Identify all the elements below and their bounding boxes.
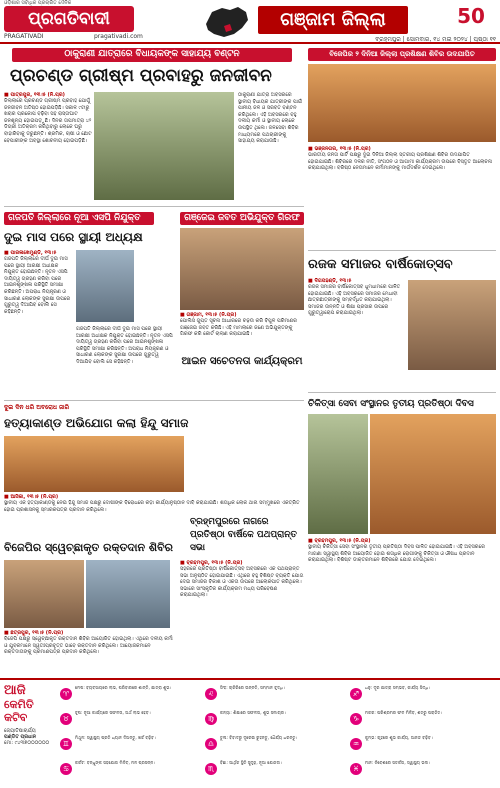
story5-text-box [180, 560, 304, 672]
zodiac-sign-icon: ♎ [205, 738, 217, 750]
zodiac-sign-icon: ♈ [60, 688, 72, 700]
story2-column-left [4, 250, 74, 380]
horoscope-text: କର୍କଟ: ବନ୍ଧୁଙ୍କ ସହଯୋଗ ମିଳିବ, ମନ ପ୍ରସନ୍ନ। [75, 760, 156, 765]
story2-text-cont: ଗଜପତି ଜିଲ୍ଲାରେ ଦୀର୍ଘ ଦୁଇ ମାସ ପରେ ସ୍ଥାୟୀ ଆରକ୍ଷୀ ଅଧୀକ୍ଷକ ନିଯୁକ୍ତ ହୋଇଛନ୍ତି। ନୂତନ ଏସପି ଦାୟିତ୍ୱ ଗ୍ରହଣ କରିବା ପରେ ଆଇନଶୃଙ୍ଖଳା ପରିସ୍ଥିତି ସମୀକ୍ଷା କରିଛନ୍ତି। ଅପରାଧ ନିୟନ୍ତ୍ରଣ ଓ ସାଧାରଣ ଲୋକଙ୍କ ସୁରକ୍ଷା ଉପରେ ଗୁରୁତ୍ୱ ଦିଆଯିବ ବୋଲି ସେ କହିଛନ୍ତି। [76, 326, 173, 365]
horoscope-title-3: କଟିବ [4, 711, 28, 724]
story2-byline: ■ ପାରଳାଖେମୁଣ୍ଡି, ୧୩।୫ [4, 250, 57, 256]
story4-photo [4, 436, 184, 492]
right1-text-box [308, 146, 496, 246]
horoscope-item [350, 684, 492, 707]
astrologer-phone: ମୋ: ୯୪୩୭୦୦୦୦୦୦ [4, 740, 50, 746]
story1-text-right: ଠାକୁରାଣୀ ଯାତ୍ରା ଅବସରରେ ସ୍ଥାନୀୟ ବିଧାୟକ ଯାତ୍ରୀଙ୍କ ପାଇଁ ପାନୀୟ ଜଳ ଓ ସରବତ ବଣ୍ଟନ କରିଥିଲେ। ଏହି ଅବସରରେ ବହୁ ଦଳୀୟ କର୍ମୀ ଓ ସ୍ଥାନୀୟ ଲୋକେ ଉପସ୍ଥିତ ଥିଲେ। ଜଳସେବା ଶିବିର ମାଧ୍ୟମରେ ପଥଚାରୀଙ୍କୁ ସାହାଯ୍ୟ କରାଯାଉଛି। [238, 92, 303, 145]
story2-photo-officer [76, 250, 134, 322]
right1-text: ଭାରତୀୟ ଜନତା ପାର୍ଟି ପକ୍ଷରୁ ଦୁଇ ଦିନିଆ ଜିଲ୍ଲା ସ୍ତରୀୟ ପ୍ରଶିକ୍ଷଣ ଶିବିର ଉଦଯାପିତ ହୋଇଯାଇଛି। ଶିବିରରେ ଦଳର ନୀତି, ସଂଗଠନ ଓ ଆଗାମୀ କାର୍ଯ୍ୟକ୍ରମ ଉପରେ ବିସ୍ତୃତ ଆଲୋଚନା କରାଯାଇଥିଲା। ବରିଷ୍ଠ ନେତାମାନେ କର୍ମୀମାନଙ୍କୁ ମାର୍ଗଦର୍ଶନ ଦେଇଥିଲେ। [308, 152, 492, 172]
right2-photo [408, 280, 496, 370]
right3-text-box [308, 538, 496, 672]
anniversary-emblem: 50 [457, 4, 485, 28]
story3-byline: ■ ଗଞ୍ଜାମ, ୧୩।୫ (ନି.ପ୍ର) [180, 312, 237, 318]
horoscope-text: ତୁଳା: ବିବାଦରୁ ଦୂରେଇ ରୁହନ୍ତୁ, ଧୈର୍ଯ୍ୟ ଧରନ୍ତୁ। [220, 735, 298, 740]
horoscope-text: ବୃଷ: ନୂଆ କାର୍ଯ୍ୟରେ ସଫଳତା, ଅର୍ଥ ଲାଭ ହେବ। [75, 710, 151, 715]
zodiac-sign-icon: ♍ [205, 713, 217, 725]
story6-text-box [4, 630, 174, 672]
tagline: ଓଡ଼ିଶାର ସର୍ବାଧିକ ପ୍ରଚାରିତ ଦୈନିକ [4, 0, 72, 6]
horoscope-item [350, 734, 492, 757]
horoscope-text: ବିଛା: ଆର୍ଥିକ ସ୍ଥିତି ସୁଦୃଢ଼, ନୂଆ ଯୋଜନା। [220, 760, 282, 765]
story2-text: ଗଜପତି ଜିଲ୍ଲାରେ ଦୀର୍ଘ ଦୁଇ ମାସ ପରେ ସ୍ଥାୟୀ ଆରକ୍ଷୀ ଅଧୀକ୍ଷକ ନିଯୁକ୍ତ ହୋଇଛନ୍ତି। ନୂତନ ଏସପି ଦାୟିତ୍ୱ ଗ୍ରହଣ କରିବା ପରେ ଆଇନଶୃଙ୍ଖଳା ପରିସ୍ଥିତି ସମୀକ୍ଷା କରିଛନ୍ତି। ଅପରାଧ ନିୟନ୍ତ୍ରଣ ଓ ସାଧାରଣ ଲୋକଙ୍କ ସୁରକ୍ଷା ଉପରେ ଗୁରୁତ୍ୱ ଦିଆଯିବ ବୋଲି ସେ କହିଛନ୍ତି। [4, 256, 71, 315]
horoscope-text: ମେଷ: ବ୍ୟବସାୟରେ ଲାଭ, ପରିବାରରେ ଶାନ୍ତି, ଯାତ୍ରା ଶୁଭ। [75, 685, 172, 690]
story1-column-right [238, 92, 304, 202]
dateline: ବ୍ରହ୍ମପୁର | ସୋମବାର, ୧୪ ମଇ ୨୦୨୪ | ପୃଷ୍ଠା ୧୧ [375, 36, 496, 43]
divider [4, 400, 304, 401]
story6-byline: ■ ଛତ୍ରପୁର, ୧୩।୫ (ନି.ପ୍ର) [4, 630, 64, 636]
zodiac-sign-icon: ♒ [350, 738, 362, 750]
astrologer-name: ପଣ୍ଡିତ ପ୍ରଧାନ [4, 734, 37, 740]
odisha-map-icon [200, 4, 252, 40]
right1-photo [308, 64, 496, 142]
story2-kicker: ଗଜପତି ଜିଲ୍ଲାରେ ନୂଆ ଏସପି ନିଯୁକ୍ତ [4, 212, 154, 225]
story4-headline[interactable]: ହତ୍ୟାକାଣ୍ଡ ଅଭିଯୋଗ କଲା ହିନ୍ଦୁ ସମାଜ [4, 416, 189, 430]
story4-byline: ■ ଆସିକା, ୧୩।୫ (ନି.ପ୍ର) [4, 494, 59, 500]
story6-photo-left [4, 560, 84, 628]
district-banner: ଗଞ୍ଜାମ ଜିଲ୍ଲା [258, 6, 408, 34]
story6-photo-right [86, 560, 170, 628]
right2-text: ରଜକ ସମାଜର ବାର୍ଷିକୋତ୍ସବ ଧୁମଧାମରେ ପାଳିତ ହୋଇଯାଇଛି। ଏହି ଅବସରରେ ସମାଜର ମେଧାବୀ ଛାତ୍ରଛାତ୍ରୀଙ୍କୁ ସମ୍ବର୍ଦ୍ଧିତ କରାଯାଇଥିଲା। ସମାଜର ଉନ୍ନତି ଓ ଶିକ୍ଷା ପ୍ରସାର ଉପରେ ଗୁରୁତ୍ୱାରୋପ କରାଯାଇଥିଲା। [308, 284, 401, 317]
horoscope-item [205, 709, 347, 732]
horoscope-text: କନ୍ୟା: ଶିକ୍ଷାରେ ସଫଳତା, ଶୁଭ ସମାଚାର। [220, 710, 286, 715]
zodiac-sign-icon: ♋ [60, 763, 72, 775]
horoscope-item [350, 759, 492, 782]
right3-photo-right [370, 414, 496, 534]
story1-byline: ■ ପାତ୍ରପୁର, ୧୩।୫ (ନି.ପ୍ର) [4, 92, 65, 98]
story3-photo [180, 228, 304, 310]
zodiac-sign-icon: ♊ [60, 738, 72, 750]
right1-byline: ■ ଭଞ୍ଜନଗର, ୧୩।୫ (ନି.ପ୍ର) [308, 146, 371, 152]
divider [308, 250, 496, 251]
story4-kicker: ଦୁଇ ଦିନ ଧରି ଅବରୋଧ ଜାରି [4, 404, 70, 411]
horoscope-item [205, 759, 347, 782]
story1-kicker: ଠାକୁରାଣୀ ଯାତ୍ରାରେ ବିଧାୟକଙ୍କ ସାହାଯ୍ୟ ବଣ୍ଟନ [12, 48, 292, 62]
story4-text: ସ୍ଥାନୀୟ ଏକ ହତ୍ୟାକାଣ୍ଡକୁ ନେଇ ହିନ୍ଦୁ ସମାଜ ପକ୍ଷରୁ ଦୋଷୀଙ୍କ ବିରୋଧରେ କଡ଼ା କାର୍ଯ୍ୟାନୁଷ୍ଠାନ ଦାବି କରାଯାଇଛି। ଶତାଧିକ ଲୋକ ଥାନା ସମ୍ମୁଖରେ ଏକତ୍ରିତ ହୋଇ ପ୍ରଶାସନକୁ ସ୍ମାରକପତ୍ର ପ୍ରଦାନ କରିଥିଲେ। [4, 500, 300, 513]
newspaper-logo[interactable]: ପ୍ରଗତିବାଦୀ [4, 6, 134, 32]
zodiac-sign-icon: ♓ [350, 763, 362, 775]
zodiac-sign-icon: ♉ [60, 713, 72, 725]
story1-text-left: ଜିଲ୍ଲାରେ ପ୍ରଚଣ୍ଡ ଗ୍ରୀଷ୍ମ ପ୍ରବାହ ଯୋଗୁଁ ଜନଜୀବନ ଅତିଷ୍ଠ ହୋଇପଡ଼ିଛି। ସକାଳ ୯ଟାରୁ ଖରାର ପ୍ରକୋପ ବଢ଼ିବା ସହ ରାସ୍ତାଘାଟ ଜନଶୂନ୍ୟ ହୋଇପଡ଼ୁଛି। ଦିନର ତାପମାତ୍ରା ୪୨ ଡିଗ୍ରୀ ଅତିକ୍ରମ କରିଥିବାରୁ ଲୋକେ ଘରୁ ବାହାରିବାକୁ ଡରୁଛନ୍ତି। ଶ୍ରମିକ, ଚାଷୀ ଓ ଛୋଟ ବେପାରୀଙ୍କ ଅବସ୍ଥା ଶୋଚନୀୟ ହୋଇପଡ଼ିଛି। [4, 98, 92, 144]
divider [308, 392, 496, 393]
horoscope-item [60, 684, 202, 707]
right3-photo-left [308, 414, 368, 534]
right3-byline: ■ ବ୍ରହ୍ମପୁର, ୧୩।୫ (ନି.ପ୍ର) [308, 538, 371, 544]
horoscope-text: ସିଂହ: ଚାକିରିରେ ଉନ୍ନତି, ସମ୍ମାନ ବୃଦ୍ଧି। [220, 685, 285, 690]
horoscope-grid [60, 684, 496, 784]
zodiac-sign-icon: ♌ [205, 688, 217, 700]
right3-headline[interactable]: ଚିକିତ୍ସା ସେବା ସଂସ୍ଥାନର ତୃତୀୟ ପ୍ରତିଷ୍ଠା ଦିବସ [308, 399, 474, 409]
story2-headline[interactable]: ଦୁଇ ମାସ ପରେ ସ୍ଥାୟୀ ଅଧ୍ୟକ୍ଷ [4, 230, 143, 244]
astrologer-label: ଜ୍ୟୋତିଷାଚାର୍ଯ୍ୟ [4, 728, 36, 734]
story1-headline[interactable]: ପ୍ରଚଣ୍ଡ ଗ୍ରୀଷ୍ମ ପ୍ରବାହରୁ ଜନଜୀବନ [10, 66, 272, 86]
horoscope-title-1: ଆଜି [4, 684, 26, 698]
story5-byline: ■ ବ୍ରହ୍ମପୁର, ୧୩।୫ (ନି.ପ୍ର) [180, 560, 243, 566]
zodiac-sign-icon: ♑ [350, 713, 362, 725]
website-url[interactable]: pragativadi.com [94, 33, 143, 40]
horoscope-item [350, 709, 492, 732]
right1-kicker: ବିଜେପିର ୨ ଦିନିଆ ଜିଲ୍ଲା ପ୍ରଶିକ୍ଷଣ ଶିବିର ଉଦଯାପିତ [308, 48, 496, 61]
right2-text-box [308, 278, 404, 388]
horoscope-text: ମୀନ: ନିବେଶରେ ସତର୍କତା, ସ୍ୱାସ୍ଥ୍ୟ ଭଲ। [365, 760, 431, 765]
horoscope-item [205, 684, 347, 707]
story3-subheadline[interactable]: ଆଇନ ସଚେତନତା କାର୍ଯ୍ୟକ୍ରମ [181, 356, 303, 367]
divider [4, 206, 304, 207]
story3-text-box [180, 312, 304, 352]
story1-column-left [4, 92, 92, 202]
story6-text: ବିଜେପି ପକ୍ଷରୁ ସ୍ୱେଚ୍ଛାକୃତ ରକ୍ତଦାନ ଶିବିର ଆୟୋଜିତ ହୋଇଥିଲା। ଏଥିରେ ଦଳୀୟ କର୍ମୀ ଓ ଯୁବକମାନେ ସ୍ୱତଃପ୍ରବୃତ୍ତ ଭାବେ ରକ୍ତଦାନ କରିଥିଲେ। ଆୟୋଜକମାନେ ରକ୍ତଦାତାଙ୍କୁ ପ୍ରମାଣପତ୍ର ପ୍ରଦାନ କରିଥିଲେ। [4, 636, 173, 656]
right2-byline: ■ ଦିଗପହଣ୍ଡି, ୧୩।୫ [308, 278, 352, 284]
story3-text: ପୋଲିସ ଗୁପ୍ତ ସୂଚନା ଆଧାରରେ ଚଢ଼ଉ କରି ବିପୁଳ ପରିମାଣର ଗଞ୍ଜେଇ ଜବତ କରିଛି। ଏହି ମାମଲାରେ ଜଣେ ଅଭିଯୁକ୍ତଙ୍କୁ ଗିରଫ କରି କୋର୍ଟ ଚାଲାଣ କରାଯାଇଛି। [180, 318, 297, 338]
horoscope-item [60, 734, 202, 757]
story5-headline[interactable]: ବ୍ରହ୍ମପୁରରେ ନାଗରେ ପ୍ରତିଷ୍ଠା ବାର୍ଷିକେ ପଥପ୍ରାନ୍ତ ସଭା [190, 517, 297, 553]
zodiac-sign-icon: ♏ [205, 763, 217, 775]
horoscope-item [205, 734, 347, 757]
story1-photo [94, 92, 234, 200]
horoscope-text: ମିଥୁନ: ସ୍ୱାସ୍ଥ୍ୟ ପ୍ରତି ଧ୍ୟାନ ଦିଅନ୍ତୁ, ଖର୍ଚ୍ଚ ବଢ଼ିବ। [75, 735, 156, 740]
horoscope-title [4, 684, 58, 784]
horoscope-item [60, 709, 202, 732]
horoscope-text: ମକର: ପରିଶ୍ରମର ଫଳ ମିଳିବ, ଶତ୍ରୁ ପରାଜିତ। [365, 710, 443, 715]
horoscope-item [60, 759, 202, 782]
right3-text: ସ୍ଥାନୀୟ ଚିକିତ୍ସା ସେବା ସଂସ୍ଥାନର ତୃତୀୟ ପ୍ରତିଷ୍ଠା ଦିବସ ପାଳିତ ହୋଇଯାଇଛି। ଏହି ଅବସରରେ ମାଗଣା ସ୍ୱାସ୍ଥ୍ୟ ଶିବିର ଆୟୋଜିତ ହୋଇ ଶତାଧିକ ରୋଗୀଙ୍କୁ ଚିକିତ୍ସା ଓ ଔଷଧ ପ୍ରଦାନ କରାଯାଇଥିଲା। ବିଶିଷ୍ଟ ଡାକ୍ତରମାନେ ଶିବିରରେ ଯୋଗ ଦେଇଥିଲେ। [308, 544, 485, 564]
right2-headline[interactable]: ରଜକ ସମାଜର ବାର୍ଷିକୋତ୍ସବ [308, 257, 453, 272]
horoscope-title-2: କେମିତି [4, 698, 34, 711]
story5-text: ସହରରେ ପ୍ରତିଷ୍ଠା ବାର୍ଷିକୋତ୍ସବ ଅବସରରେ ଏକ ପଥପ୍ରାନ୍ତ ସଭା ଅନୁଷ୍ଠିତ ହୋଇଯାଇଛି। ଏଥିରେ ବହୁ ବିଶିଷ୍ଟ ବ୍ୟକ୍ତି ଯୋଗ ଦେଇ ସମାଜର ବିକାଶ ଓ ଏକତା ଉପରେ ଆଲୋକପାତ କରିଥିଲେ। ସଭାରେ ସାଂସ୍କୃତିକ କାର୍ଯ୍ୟକ୍ରମ ମଧ୍ୟ ପରିବେଷଣ କରାଯାଇଥିଲା। [180, 566, 304, 599]
horoscope-text: ଧନୁ: ଦୂର ଯାତ୍ରା ସମ୍ଭବ, କାର୍ଯ୍ୟ ସିଦ୍ଧି। [365, 685, 431, 690]
zodiac-sign-icon: ♐ [350, 688, 362, 700]
horoscope-divider [0, 678, 500, 680]
logo-subtitle: PRAGATIVADI [4, 33, 44, 40]
horoscope-text: କୁମ୍ଭ: ଗୃହରେ ଶୁଭ କାର୍ଯ୍ୟ, ଆନନ୍ଦ ବଢ଼ିବ। [365, 735, 433, 740]
story3-kicker: ଗଞ୍ଜେଇ ଜବତ ଅଭିଯୁକ୍ତ ଗିରଫ [180, 212, 304, 225]
masthead [0, 0, 500, 44]
story6-headline[interactable]: ବିଜେପିର ସ୍ୱେଚ୍ଛାକୃତ ରକ୍ତଦାନ ଶିବିର [4, 541, 173, 554]
